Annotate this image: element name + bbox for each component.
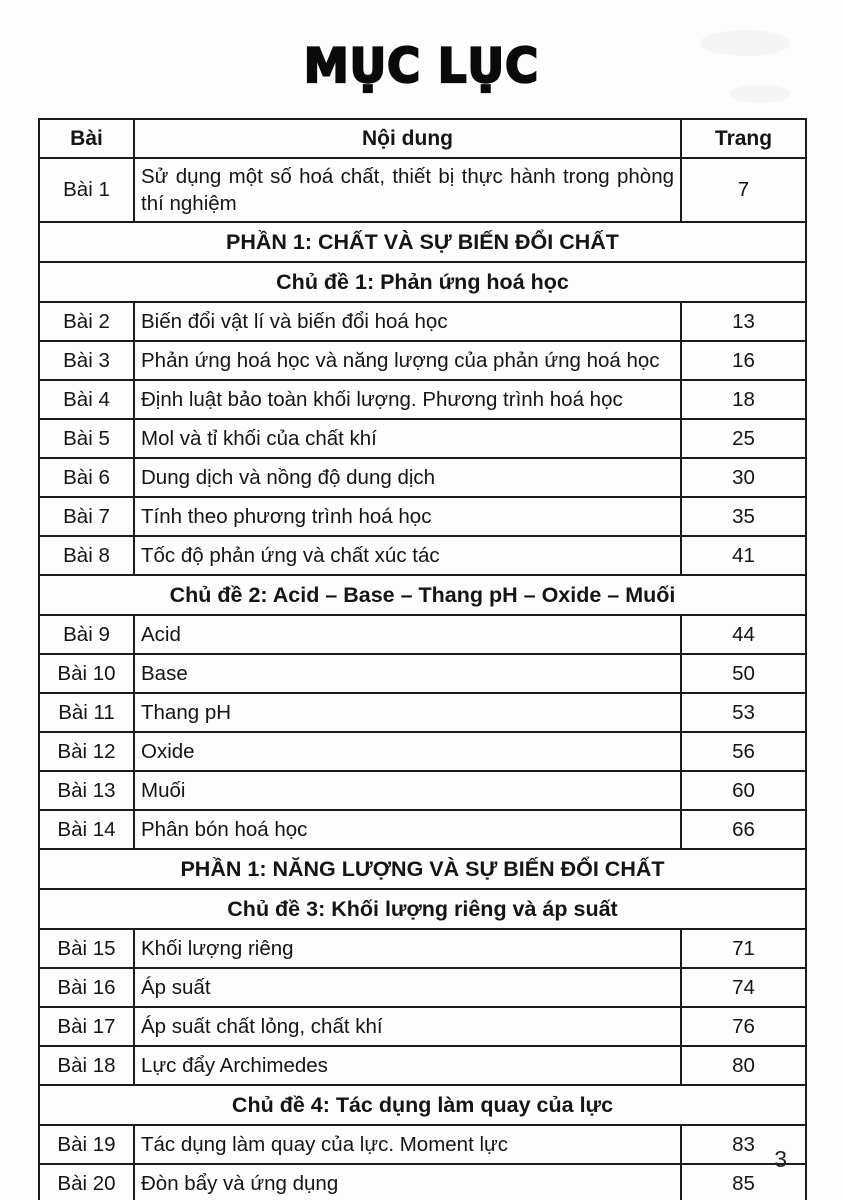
lesson-title: Base — [134, 654, 681, 693]
column-header-trang: Trang — [681, 119, 806, 158]
lesson-page: 30 — [681, 458, 806, 497]
lesson-title: Lực đẩy Archimedes — [134, 1046, 681, 1085]
lesson-title: Acid — [134, 615, 681, 654]
lesson-page: 7 — [681, 158, 806, 222]
lesson-id: Bài 17 — [39, 1007, 134, 1046]
table-row — [39, 732, 806, 771]
topic-header-row — [39, 1085, 806, 1125]
topic-header-row — [39, 575, 806, 615]
lesson-title: Mol và tỉ khối của chất khí — [134, 419, 681, 458]
topic-header-row — [39, 889, 806, 929]
lesson-title: Biến đổi vật lí và biến đổi hoá học — [134, 302, 681, 341]
lesson-id: Bài 13 — [39, 771, 134, 810]
lesson-id: Bài 18 — [39, 1046, 134, 1085]
part-header-label: PHẦN 1: CHẤT VÀ SỰ BIẾN ĐỔI CHẤT — [39, 222, 806, 262]
lesson-title: Phân bón hoá học — [134, 810, 681, 849]
part-header-label: PHẦN 1: NĂNG LƯỢNG VÀ SỰ BIẾN ĐỔI CHẤT — [39, 849, 806, 889]
lesson-title: Tác dụng làm quay của lực. Moment lực — [134, 1125, 681, 1164]
column-header-noi-dung: Nội dung — [134, 119, 681, 158]
topic-header-label: Chủ đề 2: Acid – Base – Thang pH – Oxide – Muối — [39, 575, 806, 615]
lesson-page: 66 — [681, 810, 806, 849]
lesson-page: 56 — [681, 732, 806, 771]
table-row — [39, 771, 806, 810]
lesson-id: Bài 5 — [39, 419, 134, 458]
lesson-page: 80 — [681, 1046, 806, 1085]
lesson-id: Bài 19 — [39, 1125, 134, 1164]
lesson-page: 76 — [681, 1007, 806, 1046]
lesson-id: Bài 20 — [39, 1164, 134, 1200]
lesson-id: Bài 1 — [39, 158, 134, 222]
table-row — [39, 654, 806, 693]
table-row — [39, 968, 806, 1007]
lesson-id: Bài 3 — [39, 341, 134, 380]
lesson-page: 85 — [681, 1164, 806, 1200]
topic-header-label: Chủ đề 1: Phản ứng hoá học — [39, 262, 806, 302]
lesson-page: 16 — [681, 341, 806, 380]
lesson-id: Bài 6 — [39, 458, 134, 497]
lesson-page: 83 — [681, 1125, 806, 1164]
part-header-row — [39, 849, 806, 889]
toc-header — [39, 119, 806, 158]
lesson-title: Sử dụng một số hoá chất, thiết bị thực hành trong phòng thí nghiệm — [134, 158, 681, 222]
lesson-id: Bài 10 — [39, 654, 134, 693]
lesson-title: Phản ứng hoá học và năng lượng của phản ứng hoá học — [134, 341, 681, 380]
topic-header-label: Chủ đề 3: Khối lượng riêng và áp suất — [39, 889, 806, 929]
table-row — [39, 1164, 806, 1200]
lesson-id: Bài 15 — [39, 929, 134, 968]
lesson-page: 25 — [681, 419, 806, 458]
lesson-title: Tốc độ phản ứng và chất xúc tác — [134, 536, 681, 575]
lesson-title: Áp suất chất lỏng, chất khí — [134, 1007, 681, 1046]
topic-header-label: Chủ đề 4: Tác dụng làm quay của lực — [39, 1085, 806, 1125]
table-row — [39, 693, 806, 732]
lesson-id: Bài 9 — [39, 615, 134, 654]
lesson-title: Dung dịch và nồng độ dung dịch — [134, 458, 681, 497]
lesson-title: Đòn bẩy và ứng dụng — [134, 1164, 681, 1200]
table-row — [39, 1046, 806, 1085]
table-row — [39, 536, 806, 575]
lesson-page: 18 — [681, 380, 806, 419]
lesson-title: Oxide — [134, 732, 681, 771]
lesson-page: 35 — [681, 497, 806, 536]
table-row — [39, 158, 806, 222]
lesson-title: Thang pH — [134, 693, 681, 732]
toc-table — [38, 118, 807, 1200]
lesson-title: Khối lượng riêng — [134, 929, 681, 968]
table-row — [39, 458, 806, 497]
lesson-id: Bài 7 — [39, 497, 134, 536]
lesson-page: 44 — [681, 615, 806, 654]
lesson-page: 60 — [681, 771, 806, 810]
lesson-title: Định luật bảo toàn khối lượng. Phương trình hoá học — [134, 380, 681, 419]
table-row — [39, 419, 806, 458]
lesson-id: Bài 4 — [39, 380, 134, 419]
part-header-row — [39, 222, 806, 262]
lesson-id: Bài 8 — [39, 536, 134, 575]
lesson-id: Bài 14 — [39, 810, 134, 849]
table-row — [39, 1007, 806, 1046]
table-row — [39, 302, 806, 341]
lesson-page: 13 — [681, 302, 806, 341]
table-row — [39, 497, 806, 536]
lesson-page: 41 — [681, 536, 806, 575]
page-number: 3 — [774, 1146, 787, 1172]
page-title: MỤC LỤC — [303, 37, 540, 94]
lesson-page: 71 — [681, 929, 806, 968]
table-row — [39, 341, 806, 380]
lesson-id: Bài 2 — [39, 302, 134, 341]
lesson-page: 74 — [681, 968, 806, 1007]
lesson-id: Bài 12 — [39, 732, 134, 771]
lesson-page: 50 — [681, 654, 806, 693]
table-row — [39, 810, 806, 849]
lesson-id: Bài 16 — [39, 968, 134, 1007]
table-row — [39, 929, 806, 968]
column-header-bai: Bài — [39, 119, 134, 158]
header-row — [39, 119, 806, 158]
table-row — [39, 1125, 806, 1164]
table-row — [39, 615, 806, 654]
lesson-page: 53 — [681, 693, 806, 732]
lesson-title: Áp suất — [134, 968, 681, 1007]
lesson-title: Tính theo phương trình hoá học — [134, 497, 681, 536]
topic-header-row — [39, 262, 806, 302]
lesson-title: Muối — [134, 771, 681, 810]
toc-body — [39, 158, 806, 1200]
table-row — [39, 380, 806, 419]
lesson-id: Bài 11 — [39, 693, 134, 732]
